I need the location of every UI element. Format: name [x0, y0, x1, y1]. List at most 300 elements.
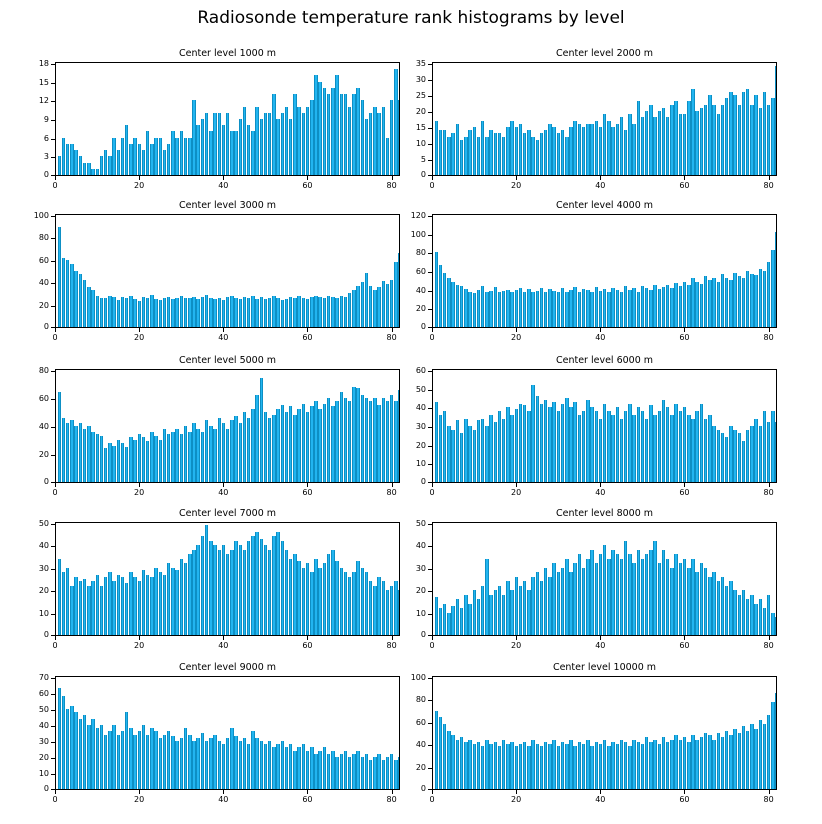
bar [498, 586, 501, 635]
y-tick-label: 40 [38, 278, 49, 288]
bar [104, 448, 107, 482]
bar [700, 737, 703, 789]
bar [582, 568, 585, 635]
bar [108, 731, 111, 789]
bar [565, 292, 568, 327]
x-tick [392, 483, 393, 487]
y-tick-label: 120 [410, 211, 426, 220]
y-tick [428, 464, 432, 465]
x-tick [307, 483, 308, 487]
bar [536, 744, 539, 789]
bar [276, 409, 279, 482]
bar [750, 426, 753, 482]
bar-series [433, 677, 776, 789]
bar [468, 130, 471, 175]
bar [293, 415, 296, 482]
bar [251, 409, 254, 482]
bar [289, 406, 292, 482]
bar [226, 429, 229, 482]
bar [536, 140, 539, 175]
y-tick [51, 83, 55, 84]
bar [767, 105, 770, 175]
bar [91, 169, 94, 175]
y-tick [428, 309, 432, 310]
y-tick-label: 20 [38, 450, 49, 459]
y-tick [51, 774, 55, 775]
y-tick [428, 390, 432, 391]
bar [66, 144, 69, 175]
bar [344, 297, 347, 327]
bar [481, 746, 484, 789]
bar [708, 735, 711, 789]
bar [142, 725, 145, 789]
bar [666, 742, 669, 789]
bar [289, 119, 292, 175]
bar [306, 107, 309, 175]
bar [695, 411, 698, 482]
bar [293, 554, 296, 635]
bar [586, 400, 589, 482]
bar [171, 131, 174, 175]
bar [498, 133, 501, 175]
bar [595, 563, 598, 635]
y-tick [51, 546, 55, 547]
plot-area-wrapper [410, 673, 777, 804]
bar [561, 130, 564, 175]
bar [670, 105, 673, 175]
bar [712, 105, 715, 175]
bar [154, 731, 157, 789]
bar [637, 292, 640, 327]
bar [473, 590, 476, 635]
bar [510, 292, 513, 327]
bar [641, 286, 644, 327]
bar [700, 563, 703, 635]
chart-panel [38, 508, 400, 654]
bar [624, 411, 627, 482]
bar [264, 412, 267, 482]
bar [100, 298, 103, 327]
bar [310, 572, 313, 635]
bar [767, 715, 770, 789]
bar [565, 137, 568, 175]
bar [590, 407, 593, 482]
bar [302, 568, 305, 635]
bar [531, 292, 534, 327]
bar [260, 119, 263, 175]
bar [340, 392, 343, 482]
bar [632, 124, 635, 175]
bar [306, 299, 309, 327]
x-tick [684, 790, 685, 794]
bar [260, 741, 263, 789]
bar [447, 613, 450, 635]
bar [264, 744, 267, 789]
bar [230, 131, 233, 175]
x-tick-label: 60 [302, 333, 313, 342]
bar [340, 754, 343, 789]
bar [527, 746, 530, 789]
bar [624, 130, 627, 175]
bar [620, 292, 623, 327]
y-tick-label: 30 [38, 563, 49, 573]
x-tick [392, 790, 393, 794]
bar [66, 423, 69, 482]
bar [599, 419, 602, 482]
plot-area-wrapper [410, 211, 777, 342]
bar [318, 751, 321, 789]
x-tick [55, 176, 56, 180]
plot-axes [432, 522, 777, 636]
y-tick-label: 80 [38, 366, 49, 375]
x-tick-label: 80 [763, 795, 774, 804]
bar [637, 407, 640, 482]
bar [527, 130, 530, 175]
bar [653, 285, 656, 327]
x-tick-label: 80 [386, 488, 397, 497]
x-tick [432, 636, 433, 640]
x-tick [684, 636, 685, 640]
x-tick-label: 0 [429, 488, 435, 497]
bar [767, 262, 770, 327]
bar [578, 415, 581, 482]
y-tick-label: 20 [38, 586, 49, 596]
bar [331, 406, 334, 482]
bar [506, 127, 509, 175]
bar [662, 400, 665, 482]
bar [695, 282, 698, 327]
y-tick-label: 10 [415, 608, 426, 618]
x-tick-label: 20 [134, 795, 145, 804]
plot-axes [432, 62, 777, 176]
bar [188, 138, 191, 175]
bar [276, 119, 279, 175]
bar [658, 563, 661, 635]
bar [628, 554, 631, 635]
bar [578, 742, 581, 789]
y-tick [428, 700, 432, 701]
bar [582, 411, 585, 482]
bar [721, 274, 724, 327]
bar [447, 426, 450, 482]
bar [515, 409, 518, 482]
bar [460, 286, 463, 327]
panel-title: Center level 10000 m [552, 662, 657, 673]
bar [485, 559, 488, 635]
chart-panel [33, 200, 400, 346]
bar [213, 113, 216, 175]
bar [154, 138, 157, 175]
bar [704, 419, 707, 482]
bar [460, 140, 463, 175]
y-tick [428, 272, 432, 273]
y-tick-label: 40 [38, 541, 49, 551]
bar [154, 436, 157, 482]
bar [628, 290, 631, 327]
bar [74, 577, 77, 635]
chart-panel [38, 662, 400, 808]
bar [590, 124, 593, 175]
bar [498, 746, 501, 789]
bar [510, 121, 513, 175]
bar [540, 404, 543, 482]
bar [226, 297, 229, 327]
bar [310, 100, 313, 175]
bar [481, 419, 484, 482]
bar [435, 402, 438, 482]
bar [142, 437, 145, 482]
bar [285, 107, 288, 175]
bar [582, 289, 585, 327]
bar [603, 545, 606, 635]
y-tick [51, 64, 55, 65]
bar [129, 728, 132, 789]
bar [281, 405, 284, 482]
bar [494, 590, 497, 635]
bar [620, 740, 623, 789]
bar [485, 426, 488, 482]
bar [264, 113, 267, 175]
bar [725, 98, 728, 175]
bar [62, 138, 65, 175]
bar [687, 285, 690, 327]
bar [281, 113, 284, 175]
bar [679, 411, 682, 482]
plot-area-wrapper [415, 59, 777, 190]
bar [590, 550, 593, 635]
x-tick-label: 40 [218, 488, 229, 497]
x-tick-label: 20 [511, 488, 522, 497]
bar [373, 398, 376, 482]
bar [683, 559, 686, 635]
y-tick-label: 10 [38, 769, 49, 778]
plot-area-wrapper [33, 211, 400, 342]
bar [477, 599, 480, 635]
bar [129, 144, 132, 175]
bar [645, 288, 648, 327]
x-tick [769, 790, 770, 794]
bar [91, 290, 94, 327]
bar [314, 401, 317, 482]
bar [578, 124, 581, 175]
bar [234, 541, 237, 635]
bar-series [433, 215, 776, 327]
bar [209, 426, 212, 482]
bar [611, 550, 614, 635]
y-tick-label: 0 [420, 630, 426, 639]
y-tick [51, 726, 55, 727]
y-tick-label: 25 [415, 91, 426, 100]
bar [477, 420, 480, 482]
bar [460, 433, 463, 482]
bar [91, 432, 94, 482]
bar [439, 265, 442, 327]
bar [348, 401, 351, 482]
bar [175, 429, 178, 482]
bar [352, 94, 355, 175]
bar [750, 105, 753, 175]
bar [561, 742, 564, 789]
bar [365, 273, 368, 327]
chart-panel [415, 508, 777, 654]
x-tick-label: 80 [386, 181, 397, 190]
bar [552, 127, 555, 175]
bar [201, 733, 204, 789]
plot-axes [55, 522, 400, 636]
bar [775, 422, 777, 482]
bar [226, 113, 229, 175]
bar [712, 278, 715, 327]
bar [302, 404, 305, 482]
bar [159, 138, 162, 175]
bar [79, 581, 82, 635]
x-tick [516, 483, 517, 487]
bar [742, 590, 745, 635]
bar [356, 561, 359, 635]
bar [754, 95, 757, 175]
bar [611, 415, 614, 482]
bar [104, 735, 107, 789]
bar [746, 430, 749, 482]
bar [750, 274, 753, 327]
bar [557, 746, 560, 789]
plot-area-wrapper [415, 519, 777, 650]
bar [352, 387, 355, 482]
bar [754, 275, 757, 327]
y-tick-label: 20 [415, 107, 426, 116]
bar [365, 398, 368, 482]
bar [230, 420, 233, 482]
bar [754, 604, 757, 635]
x-tick [392, 636, 393, 640]
bar [708, 577, 711, 635]
bar [314, 75, 317, 175]
y-tick [428, 446, 432, 447]
bar [167, 297, 170, 327]
y-tick [51, 694, 55, 695]
y-tick-label: 0 [420, 170, 426, 179]
bar [62, 572, 65, 635]
bar [226, 554, 229, 635]
bar [578, 554, 581, 635]
y-tick-label: 80 [415, 248, 426, 258]
bar [167, 144, 170, 175]
y-tick-label: 40 [415, 403, 426, 413]
bar [632, 563, 635, 635]
bar [712, 740, 715, 789]
x-tick-label: 40 [595, 641, 606, 650]
x-tick [600, 636, 601, 640]
x-tick-label: 80 [763, 641, 774, 650]
x-tick-label: 20 [511, 333, 522, 342]
y-tick [51, 710, 55, 711]
bar [590, 746, 593, 789]
bar [468, 292, 471, 327]
bar [435, 597, 438, 635]
bar [121, 731, 124, 789]
x-tick [516, 790, 517, 794]
x-tick [139, 790, 140, 794]
y-tick-label: 35 [415, 59, 426, 68]
bar [586, 124, 589, 175]
bar [767, 422, 770, 482]
bar [771, 98, 774, 175]
bar [519, 404, 522, 482]
bar [439, 130, 442, 175]
bar [255, 107, 258, 175]
bar [485, 740, 488, 789]
y-tick-label: 60 [38, 689, 49, 698]
bar [323, 404, 326, 482]
bar [451, 735, 454, 789]
y-tick-label: 60 [415, 366, 426, 375]
x-tick [223, 790, 224, 794]
bar [142, 570, 145, 635]
bar [129, 572, 132, 635]
y-tick-label: 60 [38, 255, 49, 265]
bar [540, 133, 543, 175]
bar [674, 735, 677, 789]
bar [318, 82, 321, 175]
y-tick [428, 723, 432, 724]
bar [489, 744, 492, 789]
bar [340, 568, 343, 635]
bar [234, 736, 237, 789]
y-tick-label: 40 [38, 422, 49, 431]
bar [456, 599, 459, 635]
bar [243, 412, 246, 482]
bar [112, 297, 115, 327]
bar [205, 420, 208, 482]
y-tick-label: 3 [43, 152, 49, 162]
bar [70, 706, 73, 789]
bar [382, 281, 385, 327]
y-tick-label: 0 [43, 170, 49, 179]
bar [323, 747, 326, 789]
bar [218, 550, 221, 635]
x-tick [432, 483, 433, 487]
x-tick [432, 328, 433, 332]
bar [729, 280, 732, 327]
bar [485, 137, 488, 175]
y-tick [51, 678, 55, 679]
y-tick [51, 216, 55, 217]
bar [188, 298, 191, 327]
bar [318, 297, 321, 327]
y-tick-label: 10 [415, 139, 426, 148]
bar [473, 744, 476, 789]
bar [451, 282, 454, 327]
bar [268, 113, 271, 175]
bar [557, 411, 560, 482]
bar [201, 297, 204, 327]
bar [188, 735, 191, 789]
x-tick-label: 0 [429, 181, 435, 190]
bar [573, 746, 576, 789]
x-tick [223, 176, 224, 180]
bar [327, 754, 330, 789]
bar [447, 731, 450, 789]
bar [386, 590, 389, 635]
bar [456, 740, 459, 789]
bar [335, 757, 338, 789]
y-tick-label: 0 [43, 477, 49, 486]
plot-axes [55, 369, 400, 483]
bar [331, 297, 334, 327]
bar [386, 284, 389, 327]
plot-axes [55, 676, 400, 790]
bar [641, 744, 644, 789]
